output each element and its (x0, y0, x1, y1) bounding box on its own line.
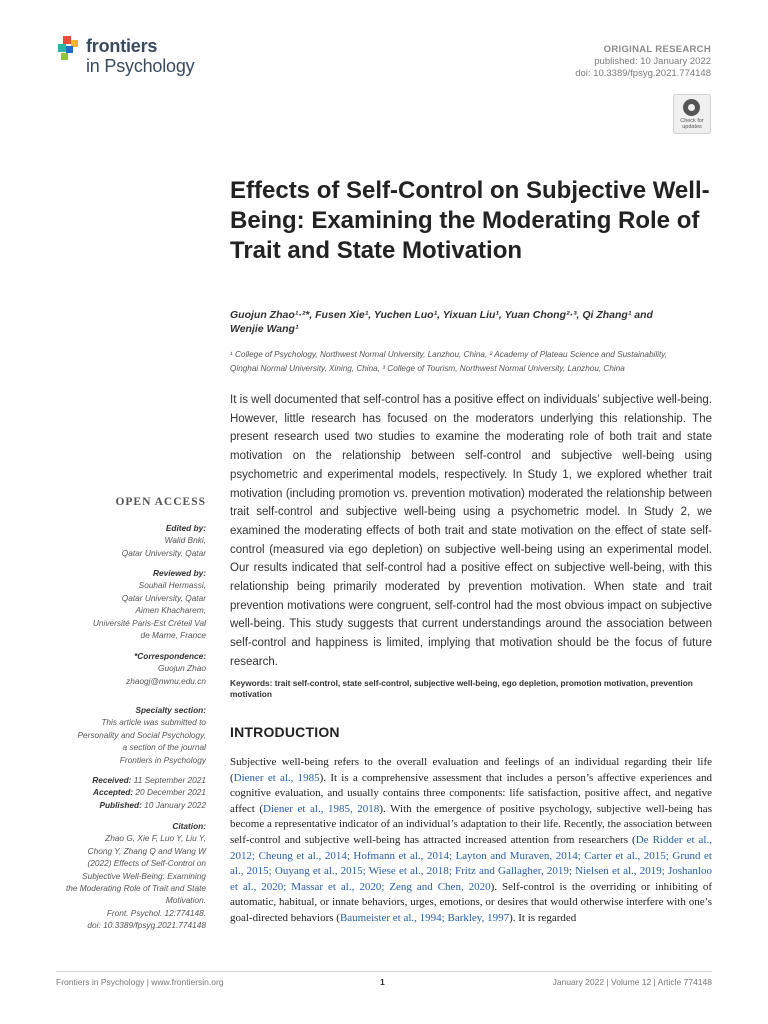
citation-line: Motivation. (165, 895, 206, 906)
citation-line: Zhao G, Xie F, Luo Y, Liu Y, (105, 833, 206, 844)
correspondence-name: Guojun Zhao (158, 663, 206, 674)
journal-logo[interactable] (56, 34, 216, 82)
footer-divider (56, 971, 712, 972)
reviewer-line: Aimen Khacharem, (135, 605, 206, 616)
citation-label: Citation: (172, 821, 206, 831)
journal-brand: frontiers (86, 36, 158, 56)
citation (21, 820, 206, 932)
citation-link[interactable]: De Ridder et al., 2012; Cheung et al., 2014; Hofmann et al., 2014; Layton and Muraven, 2014; Carter et al., 2015; Grund et al., 2015; Ouyang et al., 2015; Wiese et al., 2018; Fritz and Gallagher, 2019; Nielsen et al., 2019; Joshanloo et al., 2020; Massar et al., 2020; Zeng and Chen, 2020 (230, 833, 712, 893)
article-doi[interactable]: doi: 10.3389/fpsyg.2021.774148 (575, 68, 711, 79)
editor-line: Walid Bnki, (164, 535, 206, 546)
editor-line: Qatar University, Qatar (121, 547, 206, 558)
article-type: ORIGINAL RESEARCH (603, 44, 711, 55)
keywords: Keywords: trait self-control, state self-control, subjective well-being, ego depletion, promotion motivation, prevention motivation (230, 678, 693, 699)
specialty-line: Personality and Social Psychology, (77, 729, 206, 740)
edited-by-label: Edited by: (165, 523, 206, 533)
correspondence-email[interactable]: zhaogj@nwnu.edu.cn (126, 675, 206, 686)
section-heading-introduction: INTRODUCTION (230, 724, 340, 740)
citation-line[interactable]: doi: 10.3389/fpsyg.2021.774148 (87, 920, 206, 931)
received-date (21, 774, 206, 786)
reviewed-by-label: Reviewed by: (152, 568, 206, 578)
reviewer-line: Qatar University, Qatar (121, 592, 206, 603)
affiliation-line: Qinghai Normal University, Xining, China, ³ College of Tourism, Northwest Normal University, Lanzhou, China (230, 364, 625, 373)
footer-journal[interactable]: Frontiers in Psychology | www.frontiersin.org (56, 977, 224, 987)
authors-line: Wenjie Wang¹ (230, 323, 299, 335)
citation-line: Subjective Well-Being: Examining (82, 870, 206, 881)
check-updates-label: Check for updates (680, 118, 704, 130)
specialty-line: a section of the journal (122, 742, 206, 753)
page-number: 1 (380, 977, 385, 987)
intro-text-run: ). It is a comprehensive assessment that includes a person’s affective experiences and cognitive evaluation, and usually contains three components: life satisfaction, positive affect, and negative affect ( (230, 771, 712, 815)
check-for-updates-badge[interactable] (673, 94, 711, 134)
reviewed-by (21, 567, 206, 641)
accepted-value: 20 December 2021 (135, 787, 206, 798)
specialty-label: Specialty section: (135, 705, 206, 715)
published-date-side (21, 799, 206, 811)
accepted-date (21, 786, 206, 798)
update-check-icon (683, 99, 700, 116)
article-title: Effects of Self-Control on Subjective Well-Being: Examining the Moderating Role of Trait and State Motivation (230, 177, 710, 264)
intro-text-run: ). With the emergence of positive psychology, subjective well-being has become a representative indicator of an individual’s adaptation to their life. Recently, the association between self-control and subjective well-being has attracted increased attention from researchers ( (230, 802, 712, 846)
accepted-label: Accepted: (92, 787, 134, 798)
intro-text-run: ). It is regarded (509, 911, 577, 924)
reviewer-line: de Marne, France (140, 630, 206, 641)
specialty-line: Frontiers in Psychology (119, 754, 206, 765)
reviewer-line: Souhail Hermassi, (138, 580, 206, 591)
correspondence-label: *Correspondence: (134, 651, 206, 661)
dates (21, 774, 206, 811)
citation-line: Front. Psychol. 12:774148. (106, 907, 206, 918)
affiliations (230, 348, 710, 376)
edited-by (21, 522, 206, 559)
intro-text-run: ). Self-control is the overriding or inhibiting of automatic, habitual, or innate behaviors, urges, emotions, or desires that would otherwise interfere with one’s goal-directed behaviors ( (230, 880, 713, 924)
authors-line: Guojun Zhao¹·²*, Fusen Xie¹, Yuchen Luo¹, Yixuan Liu¹, Yuan Chong²·³, Qi Zhang¹ and (230, 309, 653, 321)
specialty-section (21, 704, 206, 766)
citation-link[interactable]: Diener et al., 1985 (233, 771, 320, 784)
reviewer-line: Université Paris-Est Créteil Val (92, 617, 206, 628)
published-date: published: 10 January 2022 (594, 56, 711, 67)
published-value: 10 January 2022 (144, 799, 206, 810)
citation-line: the Moderating Role of Trait and State (65, 883, 206, 894)
citation-link[interactable]: Diener et al., 1985, 2018 (263, 802, 380, 815)
specialty-line: This article was submitted to (101, 717, 206, 728)
citation-line: Chong Y, Zhang Q and Wang W (87, 845, 206, 856)
citation-link[interactable]: Baumeister et al., 1994; Barkley, 1997 (339, 911, 510, 924)
open-access-label: OPEN ACCESS (115, 496, 206, 508)
introduction-text (230, 755, 712, 927)
footer-issue: January 2022 | Volume 12 | Article 774148 (552, 977, 712, 987)
intro-text-run: Subjective well-being refers to the overall evaluation and feelings of an individual regarding their life ( (230, 756, 712, 784)
frontiers-logo-icon (56, 36, 82, 62)
journal-subtitle: in Psychology (86, 56, 195, 76)
received-value: 11 September 2021 (133, 775, 206, 785)
citation-line: (2022) Effects of Self-Control on (87, 858, 206, 869)
author-list (230, 308, 710, 336)
published-label: Published: (99, 799, 142, 810)
abstract: It is well documented that self-control has a positive effect on individuals’ subjective well-being. However, little research has focused on the moderators underlying this relationship. The present research used two studies to examine the moderating role of both trait and state motivation on the relationship between self-control and subjective well-being using psychometric and experimental models, respectively. In Study 1, we explored whether trait motivation (including promotion vs. prevention motivation) moderated the relationship between trait self-control and subjective well-being using a psychometric model. In Study 2, we examined the moderating effects of both trait and state motivation on the effect of state self-control (measured via ego depletion) on subjective well-being using an experimental model. Our results indicated that self-control had a positive effect on subjective well-being, with this relationship being primarily moderated by prevention motivation. When state and trait prevention motivations were congruent, self-control had the most obvious impact on subjective well-being. This study suggests that current understandings around the association between self-control and happiness is limited, implying that motivation should be the focus of future research. (230, 394, 712, 668)
article-header (575, 44, 711, 80)
correspondence (21, 650, 206, 687)
affiliation-line: ¹ College of Psychology, Northwest Normal University, Lanzhou, China, ² Academy of Plateau Science and Sustainability, (230, 350, 668, 359)
received-label: Received: (92, 775, 132, 785)
